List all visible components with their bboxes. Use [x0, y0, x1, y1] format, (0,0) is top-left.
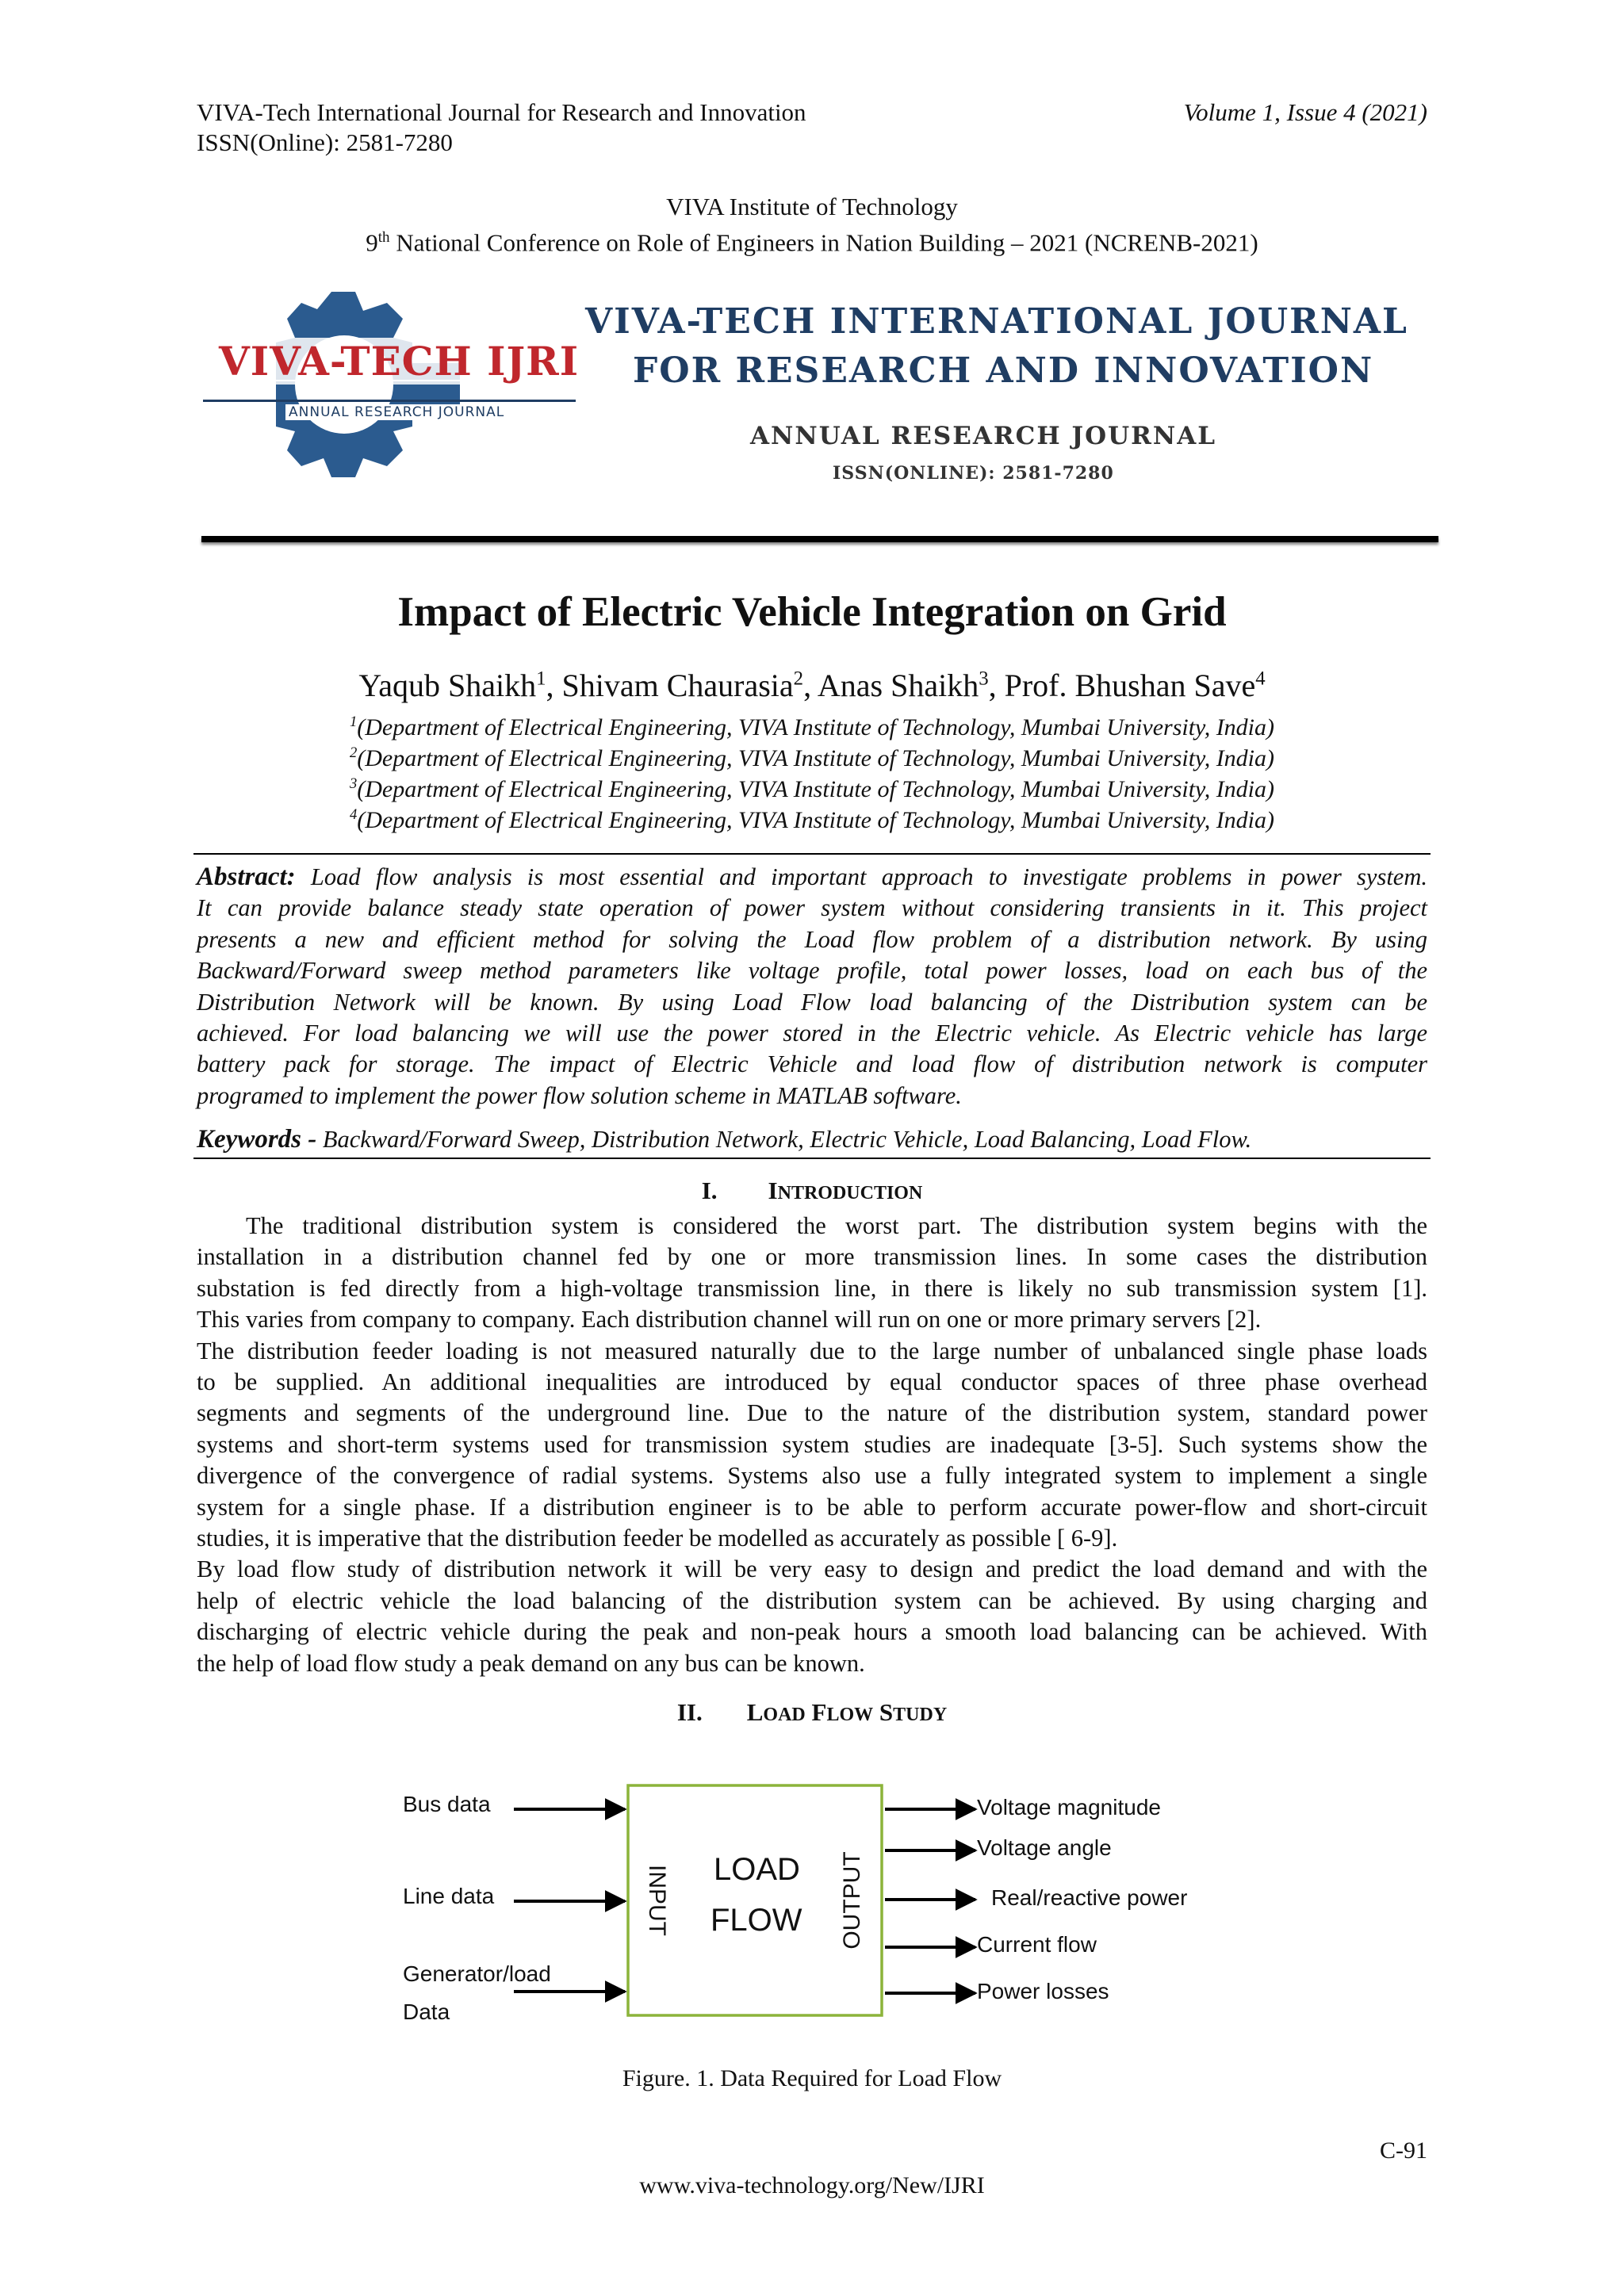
- banner-issn: ISSN(ONLINE): 2581-7280: [833, 463, 1114, 484]
- affiliation-2-text: (Department of Electrical Engineering, VIVA Institute of Technology, Mumbai University, India): [357, 745, 1275, 771]
- figure-1-caption: Figure. 1. Data Required for Load Flow: [622, 2065, 1002, 2091]
- paragraph-line: The distribution feeder loading is not measured naturally due to the large number of unbalanced single phase loads: [197, 1337, 1427, 1364]
- banner-subtitle: ANNUAL RESEARCH JOURNAL: [750, 422, 1217, 450]
- abstract-line: Backward/Forward sweep method parameters like voltage profile, total power losses, load on each bus of the: [197, 957, 1427, 985]
- paragraph-line: studies, it is imperative that the distribution feeder be modelled as accurately as possible [ 6-9].: [197, 1525, 1118, 1552]
- input-label-generator-load: Generator/load: [403, 1961, 551, 1986]
- author-2-sup: 2: [793, 668, 804, 690]
- paragraph-line: The traditional distribution system is considered the worst part. The distribution system begins with the: [246, 1212, 1427, 1239]
- affiliation-3-text: (Department of Electrical Engineering, VIVA Institute of Technology, Mumbai University, India): [357, 776, 1275, 802]
- affiliation-1-text: (Department of Electrical Engineering, VIVA Institute of Technology, Mumbai University, India): [357, 714, 1275, 740]
- affiliation-3-sup: 3: [349, 775, 358, 792]
- author-4: Prof. Bhushan Save: [1004, 668, 1256, 703]
- paragraph-line: segments and segments of the underground line. Due to the nature of the distribution system, standard power: [197, 1399, 1427, 1427]
- paragraph-line: installation in a distribution channel fed by one or more transmission lines. In some cases the distribution: [197, 1243, 1427, 1271]
- institute-name: VIVA Institute of Technology: [666, 193, 958, 220]
- affiliation-4-sup: 4: [349, 806, 358, 823]
- heading-initial: S: [879, 1698, 894, 1726]
- page-number: C-91: [1380, 2137, 1427, 2164]
- paragraph-line: discharging of electric vehicle during the peak and non-peak hours a smooth load balancing can be achieved. With: [197, 1618, 1427, 1646]
- abstract-line: Distribution Network will be known. By using Load Flow load balancing of the Distribution system can be: [197, 988, 1427, 1016]
- abstract-top-rule: [193, 853, 1431, 855]
- conference-ordinal-suffix: th: [377, 229, 390, 246]
- paragraph-line: to be supplied. An additional inequalities are introduced by equal conductor spaces of three phase overhead: [197, 1368, 1427, 1396]
- output-label-voltage-angle: Voltage angle: [977, 1835, 1112, 1860]
- affiliation-1: [0, 712, 1624, 743]
- affiliation-2: [0, 743, 1624, 774]
- logo-subtitle: ANNUAL RESEARCH JOURNAL: [285, 404, 508, 420]
- section-2-heading: [0, 1698, 1624, 1727]
- input-label-line-data: Line data: [403, 1884, 495, 1908]
- author-3: Anas Shaikh: [817, 668, 979, 703]
- paragraph-line: This varies from company to company. Each distribution channel will run on one or more primary servers [2].: [197, 1306, 1262, 1334]
- heading-rest: OAD: [763, 1705, 806, 1725]
- abstract-line: programed to implement the power flow solution scheme in MATLAB software.: [197, 1081, 962, 1109]
- paragraph-line: By load flow study of distribution network it will be very easy to design and predict the load demand and with the: [197, 1556, 1427, 1583]
- section-1-number: I.: [701, 1177, 718, 1204]
- section-1-body: [197, 1211, 1427, 1679]
- output-label-current-flow: Current flow: [977, 1932, 1097, 1957]
- author-4-sup: 4: [1255, 668, 1266, 690]
- input-label-data: Data: [403, 1999, 450, 2024]
- heading-rest: TUDY: [893, 1705, 948, 1725]
- keywords-label: Keywords -: [197, 1125, 317, 1154]
- paragraph-line: the help of load flow study a peak demand on any bus can be known.: [197, 1649, 865, 1677]
- abstract-line: presents a new and efficient method for solving the Load flow problem of a distribution network. By using: [197, 925, 1427, 953]
- affiliation-4: [0, 805, 1624, 836]
- box-label-load: LOAD: [714, 1852, 800, 1887]
- abstract-line: battery pack for storage. The impact of Electric Vehicle and load flow of distribution network is computer: [197, 1050, 1427, 1078]
- author-sep: ,: [803, 668, 818, 703]
- section-2-number: II.: [676, 1698, 703, 1726]
- keywords: [197, 1124, 1427, 1155]
- abstract-line: It can provide balance steady state operation of power system without considering transients in it. This project: [197, 894, 1427, 922]
- abstract-label: Abstract:: [197, 863, 296, 891]
- output-label-voltage-magnitude: Voltage magnitude: [977, 1795, 1161, 1820]
- journal-issn: ISSN(Online): 2581-7280: [197, 128, 453, 156]
- input-label-bus-data: Bus data: [403, 1792, 491, 1816]
- journal-name: VIVA-Tech International Journal for Research and Innovation: [197, 98, 806, 126]
- section-1-heading: [0, 1177, 1624, 1205]
- box-label-output: OUTPUT: [839, 1851, 865, 1950]
- banner-title-line2: FOR RESEARCH AND INNOVATION: [633, 350, 1374, 391]
- logo-main-text: VIVA-TECH IJRI: [214, 338, 584, 385]
- section-1-title-initial: I: [768, 1177, 778, 1204]
- affiliation-2-sup: 2: [349, 744, 358, 761]
- heading-initial: L: [746, 1698, 764, 1726]
- author-3-sup: 3: [979, 668, 989, 690]
- affiliation-1-sup: 1: [349, 714, 358, 730]
- volume-issue: Volume 1, Issue 4 (2021): [1183, 98, 1427, 126]
- section-1-title-rest: NTRODUCTION: [777, 1183, 923, 1203]
- author-2: Shivam Chaurasia: [561, 668, 794, 703]
- paragraph-line: divergence of the convergence of radial systems. Systems also use a fully integrated system to implement a single: [197, 1462, 1427, 1490]
- author-list: [0, 666, 1624, 706]
- paragraph-line: systems and short-term systems used for transmission system studies are inadequate [3-5]. Such systems show the: [197, 1430, 1427, 1458]
- banner-title-line1: VIVA-TECH INTERNATIONAL JOURNAL: [585, 301, 1408, 342]
- author-1: Yaqub Shaikh: [358, 668, 537, 703]
- paragraph-line: help of electric vehicle the load balancing of the distribution system can be achieved. By using charging and: [197, 1586, 1427, 1614]
- output-label-real-reactive-power: Real/reactive power: [991, 1885, 1188, 1910]
- paragraph-line: substation is fed directly from a high-voltage transmission line, in there is likely no sub transmission system [1].: [197, 1274, 1427, 1302]
- paper-title: Impact of Electric Vehicle Integration on Grid: [397, 589, 1227, 635]
- box-label-input: INPUT: [644, 1865, 670, 1936]
- figure-1: [381, 1768, 1269, 2038]
- paragraph-line: system for a single phase. If a distribution engineer is to be able to perform accurate power-flow and short-circuit: [197, 1493, 1427, 1521]
- heading-rest: LOW: [826, 1705, 874, 1725]
- abstract-line: achieved. For load balancing we will use the power stored in the Electric vehicle. As Electric vehicle has large: [197, 1020, 1427, 1047]
- abstract-bottom-rule: [193, 1158, 1431, 1159]
- output-label-power-losses: Power losses: [977, 1979, 1109, 2003]
- author-1-sup: 1: [536, 668, 546, 690]
- conference-title: National Conference on Role of Engineers in Nation Building – 2021 (NCRENB-2021): [389, 228, 1258, 257]
- heading-initial: F: [811, 1698, 827, 1726]
- box-label-flow: FLOW: [710, 1903, 802, 1938]
- abstract: [197, 862, 1427, 1112]
- footer-url: www.viva-technology.org/New/IJRI: [639, 2172, 985, 2198]
- keywords-text: Backward/Forward Sweep, Distribution Network, Electric Vehicle, Load Balancing, Load Flow.: [316, 1126, 1252, 1153]
- conference-ordinal: 9: [366, 228, 378, 257]
- author-sep: ,: [546, 668, 562, 703]
- abstract-line: [197, 862, 1427, 893]
- affiliation-3: [0, 774, 1624, 805]
- journal-banner: [198, 285, 1435, 523]
- conference-name: [0, 222, 1624, 258]
- logo-underline: [203, 400, 576, 402]
- author-sep: ,: [988, 668, 1005, 703]
- gear-logo-icon: [198, 285, 595, 484]
- banner-divider: [201, 536, 1438, 542]
- affiliation-4-text: (Department of Electrical Engineering, VIVA Institute of Technology, Mumbai University, India): [357, 807, 1275, 833]
- abstract-line-text: Load flow analysis is most essential and important approach to investigate problems in power system.: [295, 863, 1427, 890]
